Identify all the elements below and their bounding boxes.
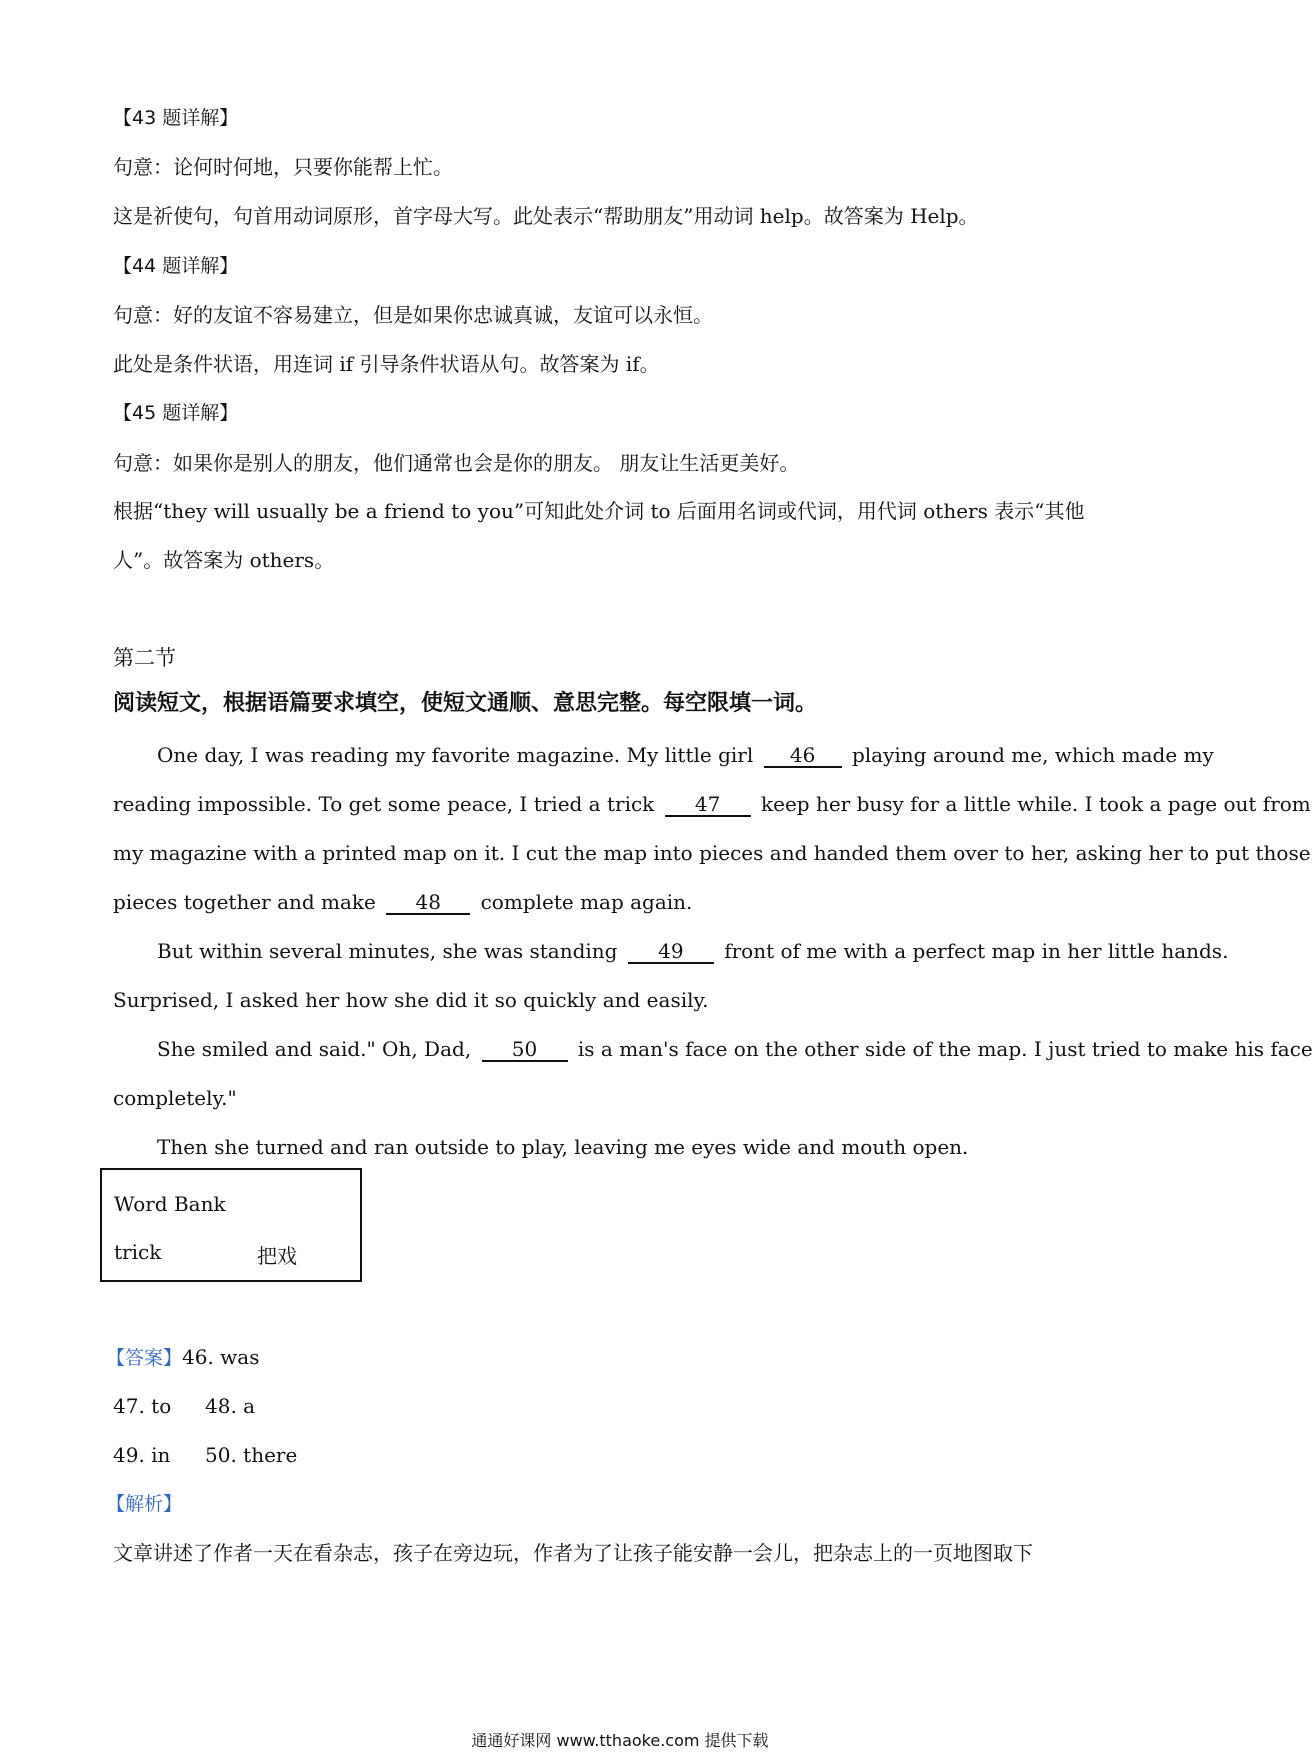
answers-line-1: [106, 1343, 260, 1372]
answer-46: 46. was: [182, 1345, 260, 1369]
answer-47: 47. to: [113, 1394, 172, 1418]
passage-line-2: [113, 790, 1311, 818]
analysis-text: 文章讲述了作者一天在看杂志，孩子在旁边玩，作者为了让孩子能安静一会儿，把杂志上的一页地图取下: [113, 1541, 1033, 1565]
passage-text: reading impossible. To get some peace, I tried a trick: [113, 792, 655, 816]
passage-text: keep her busy for a little while. I took a page out from: [761, 792, 1311, 816]
blank-50: 50: [482, 1038, 568, 1062]
blank-48: 48: [386, 891, 470, 915]
passage-text: complete map again.: [480, 890, 693, 914]
analysis-label: 【解析】: [106, 1493, 183, 1515]
passage-text: front of me with a perfect map in her little hands.: [724, 939, 1229, 963]
passage-line-6: Surprised, I asked her how she did it so quickly and easily.: [113, 988, 709, 1012]
answers-line-2: [113, 1392, 255, 1420]
answers-line-3: [113, 1441, 297, 1469]
answer-50: 50. there: [205, 1443, 298, 1467]
passage-text: is a man's face on the other side of the map. I just tried to make his face: [577, 1037, 1313, 1061]
passage-text: She smiled and said." Oh, Dad,: [157, 1037, 472, 1061]
word-bank-word: trick: [114, 1240, 162, 1264]
page-footer: 通通好课网 www.tthaoke.com 提供下载: [471, 1731, 769, 1750]
passage-line-8: completely.": [113, 1086, 237, 1110]
q44-heading: 【44 题详解】: [113, 255, 239, 277]
answer-49: 49. in: [113, 1443, 171, 1467]
section-instruction: 阅读短文，根据语篇要求填空，使短文通顺、意思完整。每空限填一词。: [113, 691, 818, 716]
passage-text: playing around me, which made my: [851, 743, 1214, 767]
q45-meaning: 句意：如果你是别人的朋友，他们通常也会是你的朋友。 朋友让生活更美好。: [113, 451, 800, 475]
q45-heading: 【45 题详解】: [113, 402, 239, 424]
passage-text: pieces together and make: [113, 890, 376, 914]
q43-explain: 这是祈使句，句首用动词原形，首字母大写。此处表示“帮助朋友”用动词 help。故答案为 Help。: [113, 204, 979, 228]
passage-line-5: [157, 937, 1228, 965]
passage-line-9: Then she turned and ran outside to play, leaving me eyes wide and mouth open.: [157, 1135, 969, 1159]
q43-heading: 【43 题详解】: [113, 107, 239, 129]
q44-meaning: 句意：好的友谊不容易建立，但是如果你忠诚真诚，友谊可以永恒。: [113, 303, 713, 327]
q44-explain: 此处是条件状语，用连词 if 引导条件状语从句。故答案为 if。: [113, 352, 660, 376]
blank-47: 47: [665, 793, 751, 817]
blank-46: 46: [764, 744, 842, 768]
q45-explain-line2: 人”。故答案为 others。: [113, 548, 335, 572]
answer-label: 【答案】: [106, 1347, 183, 1369]
word-bank-box: [100, 1168, 362, 1282]
q43-meaning: 句意：论何时何地，只要你能帮上忙。: [113, 155, 453, 179]
passage-text: But within several minutes, she was standing: [157, 939, 618, 963]
word-bank-meaning: 把戏: [257, 1244, 297, 1268]
blank-49: 49: [628, 940, 714, 964]
answer-48: 48. a: [205, 1394, 256, 1418]
passage-line-3: my magazine with a printed map on it. I cut the map into pieces and handed them over to her, asking her to put those: [113, 841, 1311, 865]
section-title: 第二节: [113, 646, 176, 670]
passage-line-4: [113, 888, 692, 916]
passage-text: One day, I was reading my favorite magazine. My little girl: [157, 743, 754, 767]
passage-line-7: [157, 1035, 1313, 1063]
word-bank-title: Word Bank: [114, 1192, 226, 1216]
passage-line-1: [157, 741, 1214, 769]
q45-explain-line1: 根据“they will usually be a friend to you”可知此处介词 to 后面用名词或代词，用代词 others 表示“其他: [113, 499, 1085, 523]
